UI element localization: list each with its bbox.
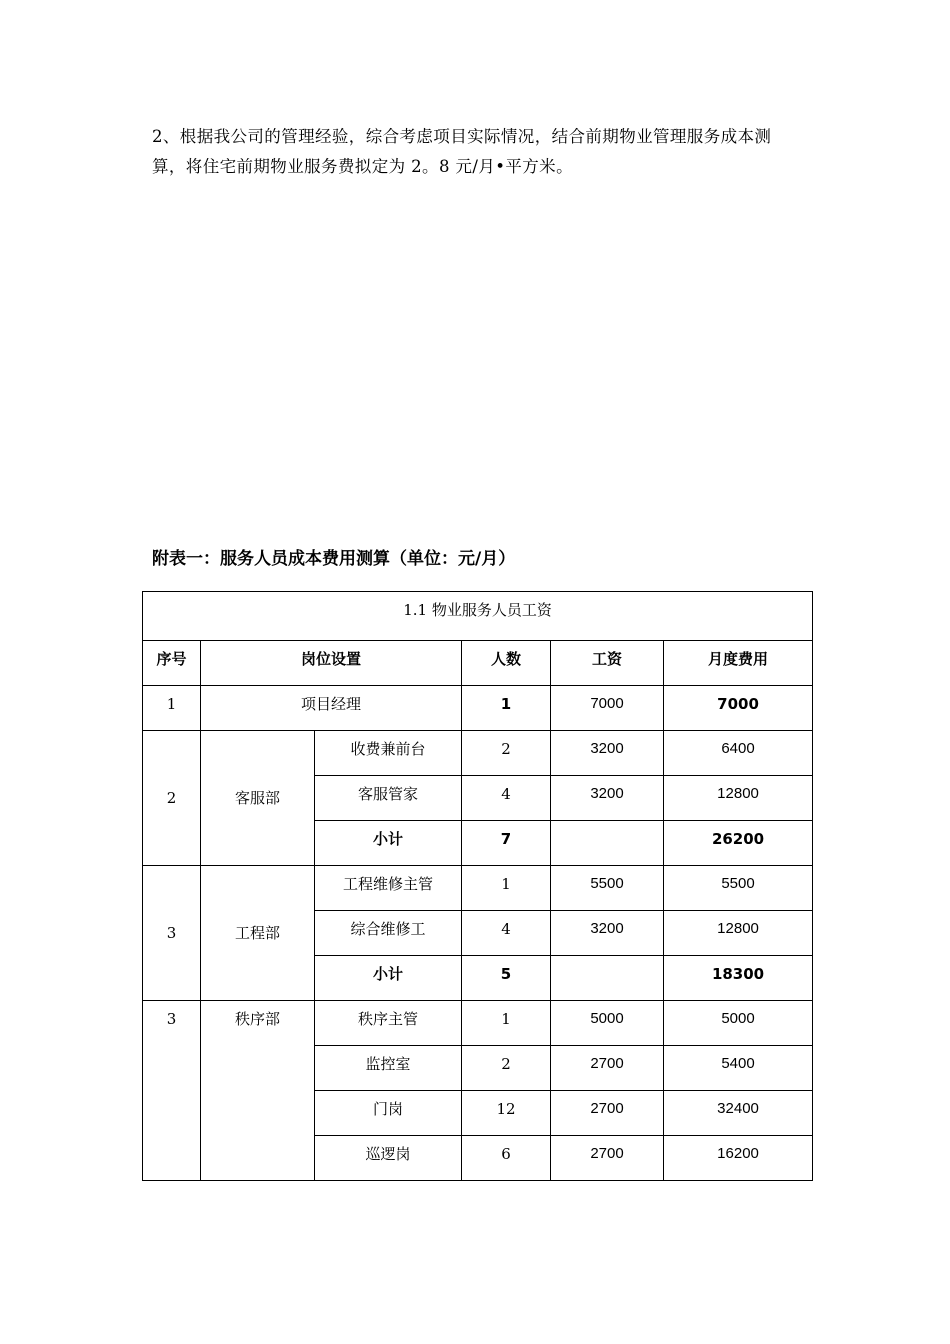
row-monthly: 16200 (664, 1136, 813, 1181)
table-title: 附表一：服务人员成本费用测算（单位：元/月） (152, 549, 516, 569)
subtotal-count: 5 (462, 956, 551, 1001)
dept-seq: 2 (143, 731, 201, 866)
row-position: 秩序主管 (315, 1001, 462, 1046)
table-header-row (143, 641, 813, 686)
row-wage: 2700 (551, 1046, 664, 1091)
row-count: 1 (462, 866, 551, 911)
table-caption-row (143, 592, 813, 641)
dept-seq: 3 (143, 1001, 201, 1181)
row-count: 6 (462, 1136, 551, 1181)
row-position: 综合维修工 (315, 911, 462, 956)
header-position: 岗位设置 (201, 641, 462, 686)
row-wage: 3200 (551, 911, 664, 956)
dept-name: 客服部 (201, 731, 315, 866)
row-monthly: 12800 (664, 776, 813, 821)
subtotal-monthly: 26200 (664, 821, 813, 866)
dept-seq: 3 (143, 866, 201, 1001)
row-position: 门岗 (315, 1091, 462, 1136)
row-position: 项目经理 (201, 686, 462, 731)
row-monthly: 6400 (664, 731, 813, 776)
dept-name: 工程部 (201, 866, 315, 1001)
row-count: 12 (462, 1091, 551, 1136)
table-caption: 1.1 物业服务人员工资 (143, 592, 813, 641)
subtotal-label: 小计 (315, 956, 462, 1001)
row-monthly: 7000 (664, 686, 813, 731)
subtotal-count: 7 (462, 821, 551, 866)
row-monthly: 5000 (664, 1001, 813, 1046)
paragraph-line-1: 2、根据我公司的管理经验，综合考虑项目实际情况，结合前期物业管理服务成本测 (152, 127, 772, 146)
subtotal-label: 小计 (315, 821, 462, 866)
intro-paragraph (152, 122, 857, 182)
row-count: 2 (462, 1046, 551, 1091)
subtotal-wage-empty (551, 821, 664, 866)
staff-cost-table (142, 591, 813, 1181)
row-count: 4 (462, 776, 551, 821)
row-wage: 2700 (551, 1136, 664, 1181)
table-row (143, 866, 813, 911)
subtotal-wage-empty (551, 956, 664, 1001)
table-row (143, 1001, 813, 1046)
row-monthly: 5400 (664, 1046, 813, 1091)
row-wage: 3200 (551, 776, 664, 821)
row-position: 工程维修主管 (315, 866, 462, 911)
row-count: 4 (462, 911, 551, 956)
dept-name: 秩序部 (201, 1001, 315, 1181)
row-wage: 7000 (551, 686, 664, 731)
subtotal-monthly: 18300 (664, 956, 813, 1001)
row-monthly: 32400 (664, 1091, 813, 1136)
row-wage: 5500 (551, 866, 664, 911)
row-wage: 5000 (551, 1001, 664, 1046)
row-monthly: 12800 (664, 911, 813, 956)
header-count: 人数 (462, 641, 551, 686)
row-count: 2 (462, 731, 551, 776)
row-position: 收费兼前台 (315, 731, 462, 776)
row-position: 客服管家 (315, 776, 462, 821)
table-row (143, 686, 813, 731)
paragraph-line-2: 算，将住宅前期物业服务费拟定为 2。8 元/月•平方米。 (152, 157, 573, 176)
row-monthly: 5500 (664, 866, 813, 911)
row-wage: 2700 (551, 1091, 664, 1136)
row-position: 监控室 (315, 1046, 462, 1091)
table-row (143, 731, 813, 776)
header-monthly: 月度费用 (664, 641, 813, 686)
header-seq: 序号 (143, 641, 201, 686)
row-seq: 1 (143, 686, 201, 731)
row-count: 1 (462, 1001, 551, 1046)
row-wage: 3200 (551, 731, 664, 776)
row-position: 巡逻岗 (315, 1136, 462, 1181)
row-count: 1 (462, 686, 551, 731)
header-wage: 工资 (551, 641, 664, 686)
